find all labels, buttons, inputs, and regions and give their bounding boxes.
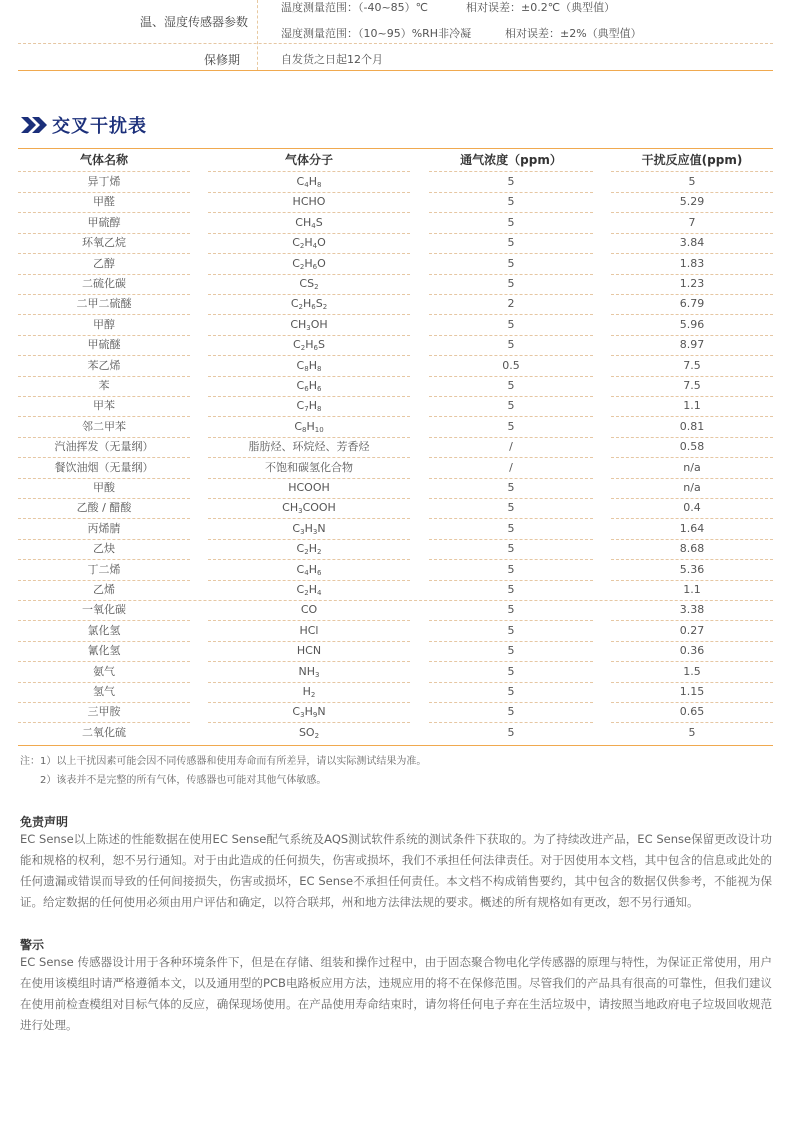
warranty-value: 自发货之日起12个月	[281, 53, 383, 66]
gas-formula-cell: $CH_3COOH$	[282, 501, 336, 516]
concentration-cell: 5	[507, 562, 515, 576]
table-row	[18, 662, 773, 682]
warranty-label: 保修期	[203, 53, 240, 67]
gas-name-cell: 丁二烯	[87, 562, 121, 576]
table-row	[18, 723, 773, 743]
gas-formula-cell: $C_6H_6$	[296, 379, 322, 393]
header-gas-formula: 气体分子	[284, 153, 333, 167]
concentration-cell: 5	[507, 623, 515, 637]
response-cell: n/a	[683, 460, 701, 474]
gas-name-cell: 一氧化碳	[82, 603, 126, 617]
gas-name-cell: 二硫化碳	[82, 277, 126, 290]
concentration-cell: 5	[507, 256, 515, 270]
concentration-cell: 5	[507, 215, 515, 229]
gas-formula-cell: $C_8H_{10}$	[294, 419, 324, 434]
gas-name-cell: 乙烯	[93, 583, 115, 596]
spec-bottom-line	[18, 70, 773, 71]
gas-name-cell: 汽油挥发（无量纲）	[54, 440, 154, 454]
gas-formula-cell: HCl	[299, 623, 319, 637]
spec-divider	[257, 0, 259, 70]
response-cell: 1.5	[683, 664, 701, 678]
table-row	[18, 539, 773, 559]
concentration-cell: /	[509, 440, 513, 454]
table-row	[18, 560, 773, 580]
temp-error: 相对误差：±0.2℃（典型值）	[466, 1, 616, 14]
response-cell: 5.29	[679, 195, 705, 209]
table-header	[18, 150, 773, 170]
section-title: 交叉干扰表	[52, 116, 147, 137]
response-cell: 1.15	[679, 685, 705, 698]
response-cell: 8.68	[679, 542, 705, 556]
table-row	[18, 315, 773, 335]
disclaimer-title: 免责声明	[20, 815, 69, 829]
table-row	[18, 621, 773, 641]
gas-formula-cell: $C_3H_3N$	[292, 521, 326, 536]
response-cell: 1.1	[683, 583, 701, 596]
header-gas-name: 气体名称	[79, 153, 128, 167]
concentration-cell: 5	[507, 379, 515, 392]
gas-name-cell: 邻二甲苯	[82, 419, 126, 433]
gas-name-cell: 乙酸 / 醋酸	[76, 501, 132, 515]
gas-name-cell: 环氧乙烷	[82, 236, 126, 250]
concentration-cell: 5	[507, 603, 515, 617]
concentration-cell: 5	[507, 644, 515, 658]
gas-formula-cell: $C_2H_6O$	[292, 256, 326, 271]
concentration-cell: 5	[507, 481, 515, 494]
warning-text: EC Sense 传感器设计用于各种环境条件下，但是在存储、组装和操作过程中，由于固态聚合物电化学传感器的原理与特性，为保证正常使用，用户在使用该模组时请严格遵循本文，以及通用型的PCB电路板应用方法，违规应用的将不在保修范围。尽管我们的产品具有很高的可靠性，但我们建议在使用前检查模组对目标气体的反应，确保现场使用。在产品使用寿命结束时，请勿将任何电子弃在生活垃圾中，请按照当地政府电子垃圾回收规范进行处理。	[20, 955, 772, 1032]
gas-name-cell: 氰化氢	[87, 644, 121, 658]
response-cell: 5.96	[679, 317, 705, 331]
response-cell: 3.38	[679, 603, 705, 617]
concentration-cell: 2	[507, 297, 515, 311]
gas-name-cell: 甲醛	[93, 195, 115, 209]
note-1: 注：1）以上干扰因素可能会因不同传感器和使用寿命而有所差异，请以实际测试结果为准。	[20, 756, 427, 767]
hum-range: 湿度测量范围：（10~95）%RH非冷凝	[281, 27, 472, 40]
table-row	[18, 274, 773, 294]
gas-name-cell: 乙醇	[93, 256, 115, 270]
concentration-cell: 5	[507, 175, 515, 188]
table-row	[18, 702, 773, 722]
concentration-cell: 5	[507, 501, 515, 515]
concentration-cell: 5	[507, 338, 515, 352]
gas-name-cell: 二氧化硫	[82, 725, 126, 739]
gas-formula-cell: $NH_3$	[298, 664, 320, 679]
gas-name-cell: 餐饮油烟（无量纲）	[54, 460, 154, 474]
concentration-cell: /	[509, 460, 513, 474]
gas-formula-cell: $C_8H_8$	[296, 358, 322, 373]
gas-name-cell: 甲硫醚	[87, 338, 121, 352]
table-bottom-line	[18, 745, 773, 746]
response-cell: 7.5	[683, 379, 701, 392]
gas-formula-cell: 不饱和碳氢化合物	[265, 460, 353, 474]
concentration-cell: 5	[507, 583, 515, 596]
gas-formula-cell: $C_3H_9N$	[292, 705, 326, 720]
response-cell: n/a	[683, 481, 701, 494]
gas-formula-cell: 脂肪烃、环烷烃、芳香烃	[248, 440, 370, 454]
gas-name-cell: 苯乙烯	[87, 358, 121, 372]
table-top-line	[18, 148, 773, 149]
gas-name-cell: 苯	[98, 379, 110, 392]
gas-name-cell: 丙烯腈	[87, 521, 121, 535]
gas-formula-cell: $C_4H_8$	[296, 175, 322, 189]
table-row	[18, 356, 773, 376]
concentration-cell: 5	[507, 664, 515, 678]
header-response: 干扰反应值(ppm)	[641, 153, 743, 167]
gas-formula-cell: $C_2H_2$	[296, 542, 322, 557]
table-row	[18, 498, 773, 518]
note-2: 2）该表并不是完整的所有气体，传感器也可能对其他气体敏感。	[40, 775, 327, 786]
response-cell: 7	[688, 215, 696, 229]
gas-name-cell: 三甲胺	[87, 705, 121, 719]
concentration-cell: 5	[507, 419, 515, 433]
gas-formula-cell: HCHO	[292, 195, 326, 209]
table-row	[18, 417, 773, 437]
gas-name-cell: 乙炔	[93, 542, 115, 556]
response-cell: 0.65	[679, 705, 705, 719]
response-cell: 1.64	[679, 521, 705, 535]
gas-formula-cell: HCN	[296, 644, 322, 658]
table-row	[18, 641, 773, 661]
concentration-cell: 5	[507, 277, 515, 290]
table-row	[18, 580, 773, 600]
temp-range: 温度测量范围：（-40~85）℃	[281, 1, 429, 14]
concentration-cell: 5	[507, 725, 515, 739]
concentration-cell: 0.5	[502, 358, 520, 372]
response-cell: 5	[688, 725, 696, 739]
header-concentration: 通气浓度（ppm）	[460, 153, 562, 167]
response-cell: 5.36	[679, 562, 705, 576]
response-cell: 1.83	[679, 256, 705, 270]
gas-formula-cell: $CH_3OH$	[290, 317, 328, 332]
gas-formula-cell: $C_2H_6S_2$	[290, 297, 328, 312]
gas-name-cell: 甲硫醇	[87, 215, 121, 229]
response-cell: 1.23	[679, 277, 705, 290]
gas-formula-cell: $CS_2$	[299, 277, 319, 291]
response-cell: 0.27	[679, 623, 705, 637]
gas-formula-cell: $C_2H_4O$	[292, 236, 326, 251]
gas-formula-cell: $C_2H_6S$	[293, 338, 325, 353]
response-cell: 6.79	[679, 297, 705, 311]
gas-name-cell: 二甲二硫醚	[76, 297, 132, 311]
section-heading	[20, 112, 147, 138]
gas-name-cell: 氯化氢	[87, 623, 121, 637]
table-row	[18, 213, 773, 233]
gas-formula-cell: $H_2$	[302, 685, 316, 699]
response-cell: 0.4	[683, 501, 701, 515]
gas-name-cell: 氨气	[93, 664, 115, 678]
gas-formula-cell: $SO_2$	[298, 725, 320, 740]
concentration-cell: 5	[507, 317, 515, 331]
concentration-cell: 5	[507, 195, 515, 209]
table-row	[18, 437, 773, 457]
concentration-cell: 5	[507, 521, 515, 535]
response-cell: 5	[688, 175, 696, 188]
gas-formula-cell: $C_2H_4$	[296, 583, 322, 597]
response-cell: 1.1	[683, 399, 701, 413]
hum-error: 相对误差：±2%（典型值）	[505, 27, 642, 40]
gas-formula-cell: CO	[300, 603, 318, 617]
gas-name-cell: 甲醇	[93, 317, 115, 331]
gas-formula-cell: HCOOH	[288, 481, 330, 494]
table-row	[18, 682, 773, 702]
concentration-cell: 5	[507, 399, 515, 413]
table-row	[18, 233, 773, 253]
response-cell: 0.81	[679, 419, 705, 433]
concentration-cell: 5	[507, 542, 515, 556]
sensor-param-label: 温、湿度传感器参数	[139, 15, 248, 29]
table-row	[18, 335, 773, 355]
gas-name-cell: 甲酸	[93, 481, 115, 494]
table-row	[18, 192, 773, 212]
double-chevron-icon	[20, 115, 48, 135]
gas-formula-cell: $CH_4S$	[295, 215, 323, 230]
table-row	[18, 172, 773, 192]
gas-name-cell: 氢气	[93, 685, 115, 698]
table-row	[18, 254, 773, 274]
response-cell: 8.97	[679, 338, 705, 352]
gas-name-cell: 异丁烯	[87, 175, 121, 188]
concentration-cell: 5	[507, 705, 515, 719]
response-cell: 0.58	[679, 440, 705, 454]
table-row	[18, 600, 773, 620]
table-row	[18, 376, 773, 396]
gas-formula-cell: $C_4H_6$	[296, 562, 322, 577]
gas-name-cell: 甲苯	[93, 399, 115, 413]
table-row	[18, 396, 773, 416]
disclaimer-text: EC Sense以上陈述的性能数据在使用EC Sense配气系统及AQS测试软件系统的测试条件下获取的。为了持续改进产品，EC Sense保留更改设计功能和规格的权利，恕不另行通知。对于由此造成的任何损失，伤害或损坏，我们不承担任何法律责任。对于因使用本文档，其中包含的信息或此处的任何遗漏或错误而导致的任何间接损失，伤害或损坏，EC Sense不承担任何责任。本文档不构成销售要约，其中包含的数据仅供参考，不能视为保证。给定数据的任何使用必须由用户评估和确定，以符合联邦，州和地方法律法规的要求。概述的所有规格如有更改，恕不另行通知。	[20, 832, 772, 909]
concentration-cell: 5	[507, 236, 515, 250]
gas-formula-cell: $C_7H_8$	[296, 399, 322, 414]
table-row	[18, 478, 773, 498]
warning-title: 警示	[20, 938, 45, 952]
response-cell: 3.84	[679, 236, 705, 250]
concentration-cell: 5	[507, 685, 515, 698]
spec-row-divider	[18, 43, 773, 44]
table-row	[18, 458, 773, 478]
response-cell: 0.36	[679, 644, 705, 658]
table-row	[18, 519, 773, 539]
response-cell: 7.5	[683, 358, 701, 372]
table-row	[18, 294, 773, 314]
